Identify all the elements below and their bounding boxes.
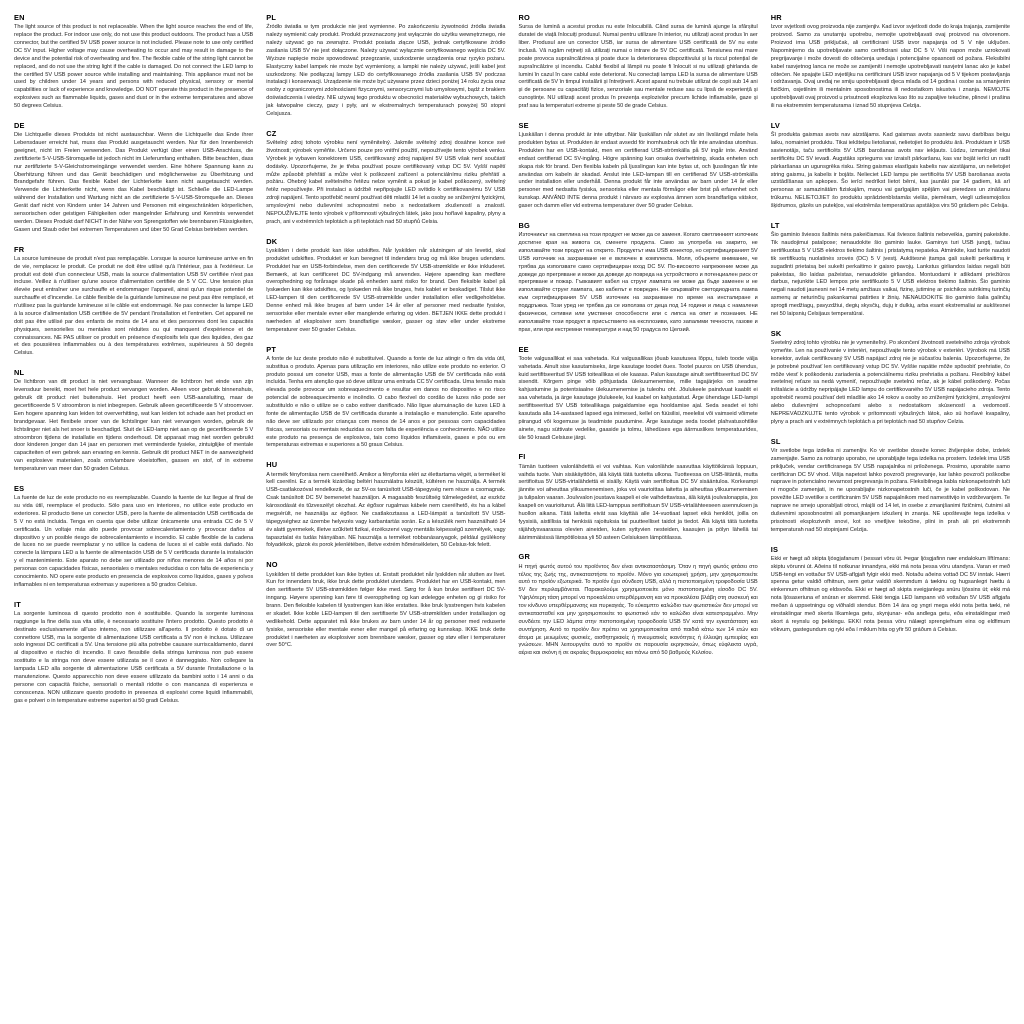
language-body-text: Svetelný zdroj tohto výrobku nie je vymeniteľný. Po skončení životnosti svetelného zdroja výrobok vymeňte. Len na používanie v interiéri, nepoužívajte tento výrobok v exteriéri. Výrobok má USB konektor, avšak certifikovaný 5V USB napájací zdroj nie je súčasťou balenia. Upozorňujeme, že je potrebné používať len certifikovaný vstup DC 5V. Vyššie napätie môže spôsobiť prehriatie, čo môže viesť k poškodeniu zariadenia a potenciálnemu riziku prehriatia a požiaru. Flexibilný kábel svetelnej reťaze sa nedá vymeniť, nepoužívajte svetelnú reťaz, ak je kábel poškodený. Počas inštalácie a údržby nepripájajte LED lampu do certifikovaného 5V USB napájacieho zdroja. Tento spotrebič nesmú používať deti mladšie ako 14 rokov a osoby so zníženými fyzickými, zmyslovými alebo duševnými schopnosťami alebo s nedostatkom skúseností a vedomostí. NEPREVÁDZKUJTE tento výrobok v prítomnosti výbušných látok, ako sú horľavé kvapaliny, plyny a prach ani v extrémnych teplotách a pri teplotách nad 50 stupňov Celzia. (770, 340, 1010, 425)
language-section-hr (771, 14, 1010, 111)
language-body-text: La fuente de luz de este producto no es reemplazable. Cuando la fuente de luz llegue al final de su vida útil, reemplace el producto. Sólo para uso en interiores, no utilice este producto en exteriores. El producto tiene un conector USB, pero la fuente de alimentación USB certificada de 5 V no está incluida. Tenga en cuenta que debe utilizar únicamente una entrada CC de 5 V certificada. Un voltaje más alto puede provocar sobrecalentamiento y provocar daños al dispositivo y un posible riesgo de sobrecalentamiento e incendio. El cable flexible de la cadena de luces no se puede reemplazar y no utilice la cadena de luces si el cable está dañado. No conecte la lámpara LED a la fuente de alimentación USB de 5 V certificada durante la instalación y el mantenimiento. Este aparato no debe ser utilizado por niños menores de 14 años ni por personas con capacidades físicas, sensoriales o mentales reducidas o con falta de experiencia y conocimiento. NO opere este producto en presencia de explosivos como líquidos, gases y polvos inflamables ni en temperaturas extremas y superiores a 50 grados Celsius. (14, 495, 254, 588)
language-code-heading: SK (770, 328, 782, 338)
language-section-cz (266, 130, 505, 227)
language-code-heading: NL (14, 368, 25, 378)
language-code-heading: SE (518, 120, 529, 130)
column-2 (266, 14, 505, 1016)
language-body-text: Šio gaminio šviesos šaltinis nėra pakeičiamas. Kai šviesos šaltinis nebeveikia, gaminį pakeiskite. Tik naudojimui patalpose; nenaudokite šio gaminio lauke. Gaminys turi USB jungtį, tačiau sertifikuotas 5 V USB elektros tiekimo šaltinis į pristatymą nepateka. Atminkite, kad turite naudoti tik sertifikuotą nuolatinės srovės (DC) 5 V įvestį. Aukštesnė įtampa gali sukelti perkaitimą ir sugadinti prietaisą bei sukelti perkaitimo ir gaisro pavojų. Lankstus girliandos laidas negali būti pakeistas, šio laidas pažeistas, nenaudokite girliandos. Montuodami ir atlikdami priežiūros darbus, nejunkite LED lempos prie sertifikuoto 5 V USB elektros tiekimo šaltinio. Šio gaminio negali naudoti jaunesni nei 14 metų amžiaus vaikai, fizinę, jutiminę ar psichikos sutrikimų turinčių asmenų ar neturinčių pakankamai patirties ir žinių. NENAUDOKITE šio gaminio šalia galinčių sprogti medžiagų, pavyzdžiui, degių skysčių, dujų ir dulkių, arba esant ekstremaliai ar aukštesnei nei 50 laipsnių Celsijaus temperatūrai. (770, 232, 1010, 317)
language-body-text: The light source of this product is not replaceable. When the light source reaches the end of life, replace the product. For indoor use only, do not use this product outdoors. The product has a USB connector, but the certified 5V USB power source is not included. Please note to use only certified DC 5V input. Higher voltage may cause overheating to occur and may result in damage to the device and the potential risk of overheating and fire. The flexible cable of the string light cannot be replaced, and do not use the string light if the cable is damaged. Do not connect the LED lamp to the certified 5V USB power source while installing and maintaining. This appliance must not be used by children under 14 years and persons with reduced physical, sensory or mental capabilities or lack of experience and knowledge. DO NOT operate this product in the presence of explosives such as flammable liquids, gases and dust or in the extreme temperatures and above 50 degrees Celsius. (14, 24, 254, 110)
language-code-heading: HU (266, 460, 278, 470)
language-code-heading: DK (266, 236, 278, 246)
language-body-text: Die Lichtquelle dieses Produkts ist nicht austauschbar. Wenn die Lichtquelle das Ende ihrer Lebensdauer erreicht hat, muss das Produkt ausgetauscht werden. Nur für den Innenbereich geeignet, nicht im Freien verwenden. Das Produkt verfügt über einen USB-Anschluss, die zertifizierte 5-V-USB-Stromquelle ist jedoch nicht im Lieferumfang enthalten. Bitte beachten, dass nur zertifizierte 5-V-Gleichstromeingänge verwendet werden. Eine höhere Spannung kann zu Überhitzung führen und das Gerät beschädigen und möglicherweise zu Überhitzung und Brandgefahr führen. Das flexible Kabel der Lichterkette kann nicht ausgetauscht werden. Verwende die Lichterkette nicht, wenn das Kabel beschädigt ist. Schließe die LED-Lampe während der Installation und Wartung nicht an die zertifizierte 5-V-USB-Stromquelle an. Dieses Gerät darf nicht von Kindern unter 14 Jahren und Personen mit eingeschränkten körperlichen, sensorischen oder geistigen Fähigkeiten oder mangelnder Erfahrung und Kenntnis verwendet werden. Dieses Produkt darf NICHT in der Nähe von Sprengstoffen wie brennbaren Flüssigkeiten, Gasen und Staub oder bei extremen Temperaturen und über 50 Grad Celsius betrieben werden. (14, 132, 254, 233)
language-section-ee (519, 346, 758, 443)
language-code-heading: BG (518, 220, 530, 230)
language-body-text: Източникът на светлина на този продукт не може да се заменя. Когато светлинният източник достигне края на живота си, сменете продукта. Само за употреба на закрито, не използвайте този продукт на открито. Продуктът има USB конектор, но сертифицираният 5V USB източник на захранване не е включен в комплекта. Моля, обърнете внимание, че трябва да използвате само сертифициран вход DC 5V. По-високото напрежение може да доведе до прегряване и може да доведе до повреда на устройството и потенциален риск от прегряване и пожар. Гъвкавият кабел на струнг лампата не може да бъде заменен и не използвайте струнг лампата, ако кабелът е повреден. Не свързвайте светодиодната лампа към сертифицирания 5V USB източник на захранване по време на инсталиране и поддръжка. Този уред не трябва да се използва от деца под 14 години и лица с намалени физически, сетивни или умствени способности или с липса на опит и познания. НЕ използвайте този продукт в присъствието на експлозиви, като запалими течности, газове и прах, или при екстремни температури и над 50 градуса по Целзий. (518, 232, 758, 333)
language-section-se (519, 122, 758, 211)
language-body-text: Lyskilden til dette produktet kan ikke byttes ut. Erstatt produktet når lyskilden når slutten av livet. Kun for innendørs bruk, ikke bruk dette produktet utendørs. Produktet har en USB-kontakt, men den sertifiserte 5V USB-strømkilden følger ikke med. Sørg for å kun bruke sertifisert DC 5V-inngang. Høyere spenning kan føre til overoppheting og kan ødelegge enheten og gi risiko for brann. Den fleksible kabelen til lysstrengen kan ikke erstattes. Ikke bruk lysstrengen hvis kabelen er skadet. Ikke koble LED-lampen til den sertifiserte 5V USB-strømkilden under installasjon og vedlikehold. Dette apparatet må ikke brukes av barn under 14 år og personer med reduserte fysiske, sensoriske eller mentale evner eller mangel på erfaring og kunnskap. IKKE bruk dette produktet i nærheten av eksplosiver som brennbare væsker, gasser og støv eller i temperaturer over 50°C. (266, 571, 506, 649)
language-body-text: Η πηγή φωτός αυτού του προϊόντος δεν είναι αντικαταστάσιμη. Όταν η πηγή φωτός φτάσει στο τέλος της ζωής της, αντικαταστήστε το προϊόν. Μόνο για εσωτερική χρήση, μην χρησιμοποιείτε αυτό το προϊόν εξωτερικά. Το προϊόν έχει σύνδεση USB, αλλά η πιστοποιημένη τροφοδοσία USB 5V δεν περιλαμβάνεται. Παρακαλούμε χρησιμοποιείτε μόνο πιστοποιημένη είσοδο DC 5V. Υψηλότερη τάση μπορεί να προκαλέσει υπερθέρμανση και να προκαλέσει βλάβη στη συσκευή και τον κίνδυνο υπερθέρμανσης και πυρκαγιάς. Το εύκαμπτο καλώδιο των φωτιστικών δεν μπορεί να αντικατασταθεί και μην χρησιμοποιείτε το φωτιστικό εάν το καλώδιο είναι κατεστραμμένο. Μην συνδέετε την LED λάμπα στην πιστοποιημένη τροφοδοσία USB 5V κατά την εγκατάσταση και συντήρηση. Αυτό το προϊόν δεν πρέπει να χρησιμοποιείται από παιδιά κάτω των 14 ετών και άτομα με μειωμένες φυσικές, αισθητηριακές ή πνευματικές ικανότητες ή έλλειψη εμπειρίας και γνώσεων. ΜΗΝ λειτουργείτε αυτό το προϊόν σε παρουσία εκρηκτικών, όπως εύφλεκτα υγρά, αέρια και σκόνη ή σε ακραίες θερμοκρασίες και πάνω από 50 βαθμούς Κελσίου. (518, 563, 758, 657)
language-section-hu (266, 461, 505, 550)
language-code-heading: PT (266, 344, 277, 354)
language-code-heading: SL (770, 436, 781, 446)
language-body-text: Ekki er hægt að skipta ljósgjafanum í þessari vöru út. Þegar ljósgjafinn nær endalokum líftímans: skiptu vörunni út. Aðeins til notkunar innandyra, ekki má nota þessa vöru utandyra. Varan er með USB-tengi en vottaður 5V USB-aflgjafi fylgir ekki með. Notaðu aðeins vottað DC 5V inntak. Hærri spenna getur valdið ofhitnun, sem getur valdið skemmdum á tækinu og hugsanlegri hættu á einkennum ofhitnun og eldsvoða. Ekki er hægt að skipta sveigjanlegu snúru ljóssins út; ekki má nota ljósaseriuna ef snúran er skemmd. Ekki tengja LED lampann við vottaðan 5V USB aflgjafa meðan á uppsetningu og viðhaldi stendur. Börn 14 ára og yngri mega ekki nota þetta tæki, né einstaklingar með skerta líkamlega getu, skynjunar- eða andlega getu, eða einstaklingar með skort á reynslu og þekkingu. EKKI nota þessa vöru nálægt sprengiefnum eins og eldfimum vökvum, gastegundum og ryki eða í miklum hita og yfir 50 gráðum á Celsius. (770, 555, 1010, 633)
language-body-text: Izvor svjetlosti ovog proizvoda nije zamjenjiv. Kad izvor svjetlosti dođe do kraja trajanja, zamijenite proizvod. Samo za unutarnju upotrebu, nemojte upotrebljavati ovaj proizvod na otvorenom. Proizvod ima USB priključak, ali certificirani USB izvor napajanja od 5 V nije uključen. Napominjemo da upotrebljavate samo certificirani ulaz DC 5 V. Viši napon može uzrokovati pregrijavanje i može dovesti do oštećenja uređaja i potencijalne opasnosti od požara. Fleksibilni kabel rasvjetnog lanca ne može se zamijeniti i nemojte upotrebljavati rasvjetni lanac ako je kabel oštećen. Ne spajajte LED svjetiljku na certificirani USB izvor napajanja od 5 V tijekom postavljanja i održavanja. Ovaj uređaj ne smiju upotrebljavati djeca mlađa od 14 godina i osobe sa smanjenim fizičkim, osjetilnim ili mentalnim sposobnostima ili nedostatkom iskustva i znanja. NEMOJTE upotrebljavati ovaj proizvod u prisutnosti eksploziva kao što su zapaljive tekućine, plinovi i prašina ili na ekstremnim temperaturama i iznad 50 stupnjeva Celzija. (770, 24, 1010, 110)
language-code-heading: GR (518, 552, 530, 562)
language-code-heading: PL (266, 13, 277, 22)
language-body-text: Tämän tuotteen valonlähdettä ei voi vaihtaa. Kun valonlähde saavuttaa käyttöikänsä loppuun, vaihda tuote. Vain sisäkäyttöön, älä käytä tätä tuotetta ulkona. Tuotteessa on USB-liitäntä, mutta sertifioitua 5V USB-virtalähdettä ei sisälly. Käytä vain sertifioitua DC 5V sisääntuloa. Korkeampi jännite voi aiheuttaa ylikuumenemisen, joka voi vaurioittaa laitetta ja aiheuttaa ylikuumenemisen ja tulipalon vaaran. Joulvvalon joustava kaapeli ei ole vaihdettavissa, älä käytä joulvalonappia, jos kaapeli on vaurioitunut. Älä liitä LED-lamppua sertifioituun 5V USB-virtalähteeseen asennuksen ja huollon aikana. Tätä laitetta eivät saa käyttää alle 14-vuotiaat lapset eikä henkilöt, joilla on fyysisiä, aistillisia tai henkisiä rajoituksia tai puutteelliset taidot ja tiedot. Älä käytä tätä tuotetta räjähdysvaarassa olevien aineiden, kuten syttyvien nesteiden, kaasujen ja pölyn lähellä tai äärimmäisissä lämpötiloissa yli 50 asteen Celsiuksen lämpötilassa. (518, 463, 758, 541)
language-section-ro (519, 14, 758, 111)
language-body-text: Toote valgusallikat ei saa vahetada. Kui valgusallikas jõuab kasutusea lõppu, tuleb toode välja vahetada. Ainult sise kasutamiseks, ärge kasutage toodet õues. Tootel puuros on USB ühendus, kuid sertifitseeritud 5V USB toiteallikas ei ole kaasas. Palun kasutage ainult sertifitseeritud DC 5V sisendit. Kõrgem pinge võib põhjustada ülekuumenemise, mille tagajärjeks on seadme kahjustumine ja potentsiaalne ülekuumenemise ja tuleohu oht. Jõulukeele paindvuat kaablit ei saa vahetada, ja ärge kasutage jõulukeele, kui kaabel on kahjustatud. Ärge ühendage LED-lampi sertifitseeritud 5V USB toiteallikaga paigaldamise ega hooldamise ajal. Seda seadet ei tohi kasutada alla 14-aastased lapsed ega inimesed, kellel on füüsilisi, meelelisi või vaimseid võimete piirangud või kogemuse ja teadmiste puudumine. Ärge kasutage seda toodet plahvatusohtlike ainete, nagu süttivate vedelike, gaaside ja tolmu, lähedüses ega äärmuslikes temperatuurides, üle 50 kraadi Celsiuse järgi. (518, 355, 758, 441)
language-code-heading: RO (518, 13, 530, 22)
language-body-text: La source lumineuse de produit n'est pas remplaçable. Lorsque la source lumineuse arrive en fin de vie, remplacez le produit. Ce produit ne doit être utilisé qu'à l'intérieur, pas à l'extérieur. Le produit est doté d'un connecteur USB, mais la source d'alimentation USB 5V certifiée n'est pas incluse. Veillez à n'utiliser qu'une source d'alimentation certifiée de 5 V CC. Une tension plus élevée peut entraîner une surchauffe et endommager l'appareil, ainsi qu'un risque potentiel de surchauffe et d'incendie. Le câble flexible de la guirlande lumineuse ne peut pas être remplacé, et n'utilisez pas la guirlande lumineuse si le câble est endommagé. Ne pas connecter la lampe LED à la source d'alimentation USB certifiée de 5V pendant l'installation et l'entretien. Cet appareil ne doit pas être utilisé par des enfants de moins de 14 ans et des personnes dont les capacités physiques, sensorielles ou mentales sont réduites ou qui manquent d'expérience et de connaissances. NE PAS utiliser ce produit en présence d'explosifs tels que des liquides, des gaz et des poussières inflammables ou à des températures extrêmes, supérieures à 50 degrés Celsius. (14, 255, 254, 357)
language-body-text: A termék fényforrása nem cserélhető. Amikor a fényforrás eléri az élettartama végét, a terméket ki kell cserélni. Ez a termék kizárólag beltéri használatra készült, kültéren ne használja. A termék USB-csatlakozóval rendelkezik, de az 5V-os tanúsított USB-tápegység nem része a csomagnak. Csak tanúsított DC 5V bemenetet használjon. A magasabb feszültség túlmelegedést, az eszköz károsodását és tűzveszélyt okozhat. Az égősor rugalmas kábele nem cserélhető, és ha a kábel megsérült, ne használja az égősor. Ne csatlakoztassa a LED-lámpát a tanúsított 5V USB-tápegységhez az üzembe helyezés vagy karbantartás során. Ez a készülék nem használható 14 év alatti gyermekek, illetve szűkített fizikai, érzékszervi vagy mentális képességű személyek, vagy tapasztalat és tudás hiányában. NE használja a terméket robbanásanyagok, például gyúlékony folyadékok, gázok és porok jelenlétében, illetve extrém hőmérsékleten, 50 Celsius-fok felett. (266, 471, 506, 549)
language-code-heading: NO (266, 560, 278, 570)
column-container (14, 14, 1010, 1016)
column-1 (14, 14, 253, 1016)
column-3 (519, 14, 758, 1016)
language-body-text: De lichtbron van dit product is niet vervangbaar. Wanneer de lichtbron het einde van zijn levensduur bereikt, moet het hele product vervangen worden. Alleen voor gebruik binnenshuis, gebruik dit product niet buitenshuis. Het product heeft een USB-aansluiting, maar de gecertificeerde 5 V stroombron is niet inbegrepen. Gebruik alleen gecertificeerde 5 V stroomvoer. Een hogere spanning kan leiden tot oververhitting, wat kan leiden tot schade aan het product en brandgevaar. Het flexibele snoer van de lichtslinger kan niet vervangen worden, gebruik de lichtslinger niet als het snoer is beschadigd. Sluit de LED-lamp niet aan op de gecertificeerde 5 V stroombron tijdens de installatie en tijdens onderhoud. Dit apparaat mag niet worden gebruikt door kinderen jonger dan 14 jaar en personen met verminderde fysieke, zintuiglijke of mentale capaciteiten of een gebrek aan ervaring en kennis. Gebruik dit product NIET in de aanwezigheid van explosieve materialen, zoals ontvlambare vloeistoffen, gassen en stof, of in extreme temperaturen van meer dan 50 graden Celsius. (14, 379, 254, 473)
language-section-it (14, 601, 253, 706)
language-body-text: La sorgente luminosa di questo prodotto non è sostituibile. Quando la sorgente luminosa raggiunge la fine della sua vita utile, è necessario sostituire l'intero prodotto. Questo prodotto è destinato esclusivamente all'uso interno, non utilizzare all'aperto. Il prodotto è dotato di un connettore USB, ma la sorgente di alimentazione USB certificata a 5V non è inclusa. Utilizzare solo ingressi DC certificati a 5V. Una tensione più alta potrebbe causare surriscaldamento, danni al dispositivo e rischio di incendio. Il cavo flessibile della stringa luminosa non può essere sostituito e la stringa non deve essere utilizzata se il cavo è danneggiato. Non collegare la lampada LED alla sorgente di alimentazione USB certificata a 5V durante l'installazione o la manutenzione. Questo apparecchio non deve essere utilizzato da bambini sotto i 14 anni o da persone con capacità fisiche, sensoriali o mentali ridotte o con mancanza di esperienza e conoscenza. NON utilizzare questo prodotto in presenza di esplosivi come liquidi infiammabili, gas e polveri o in temperature estreme superiori ai 50 gradi Celsius. (14, 610, 254, 704)
language-body-text: Vir svetlobe tega izdelka ni zamenljiv. Ko vir svetlobe doseže konec življenjske dobe, izdelek zamenjajte. Samo za notranjo uporabo, ne uporabljajte tega izdelka na prostem. Izdelek ima USB priključek, vendar certificiranega 5V USB napajalnika ni priloženega. Prosimo, uporabite samo certificiran DC 5V vhod. Višja napetost lahko povzroči pregrevanje, kar lahko povzroči poškodbe naprave in potencialno nevarnost pregrevanja in požara. Fleksibilnega kabla nizkonapetostnih luči ni mogoče zamenjati, in ne uporabljajte nizkonapetostnih luči, če je kabel poškodovan. Ne povežite LED svetilke s certificiranim 5V USB napajalnikom med namestitvijo in vzdrževanjem. Te naprave ne smejo uporabljati otroci, mlajši od 14 let, in osebe z zmanjšanimi fizičnimi, čutnimi ali duševnimi sposobnostmi ali pomanjkanjem izkušenj in znanja. NE upoštevajte tega izdelka v prisotnosti eksplozivnih snovi, kot so vnetljive tekočine, plini in prah ali pri ekstremnih temperaturah nad 50 stopinjami Celzija. (770, 447, 1010, 533)
language-code-heading: IT (14, 599, 21, 609)
language-body-text: Světelný zdroj tohoto výrobku není vyměnitelný. Jakmile světelný zdroj dosáhne konce své životnosti; výrobek vyměňte. Určeno pouze pro vnitřní použití, nepoužívejte tento výrobek venku. Výrobek je vybaven konektorem USB, certifikovaný zdroj napájení 5V USB však není součástí dodávky. Upozorňujeme, že je třeba používat pouze certifikovaný vstup DC 5V. Vyšší napětí může způsobit přehřátí a může vést k poškození zařízení a potenciálnímu riziku přehřátí a požáru. Ohebný kabel světelného řetězu nelze vyměnit a pokud je kabel poškozený, světelný řetěz nepoužívejte. Při instalaci a údržbě nepřipojujte LED svítidlo k certifikovanému 5V USB zdroji napájení. Tento spotřebič nesmí používat děti mladší 14 let a osoby se sníženými fyzickými, smyslovými nebo duševními schopnostmi nebo s nedostatkem zkušeností a znalostí. NEPOUŽÍVEJTE tento výrobek v přítomnosti výbušných látek, jako jsou hořlavé kapaliny, plyny a prach, ani v extrémních teplotách a při teplotách nad 50 stupňů Celsia. (266, 140, 506, 225)
language-section-sl (771, 438, 1010, 535)
column-4 (771, 14, 1010, 1016)
language-section-fi (519, 453, 758, 542)
language-code-heading: IS (770, 544, 779, 554)
language-code-heading: ES (14, 483, 25, 493)
language-section-fr (14, 246, 253, 359)
language-code-heading: LT (770, 220, 780, 230)
language-code-heading: FI (518, 452, 526, 462)
language-code-heading: EE (518, 344, 529, 354)
language-code-heading: FR (14, 244, 25, 254)
language-code-heading: DE (14, 120, 25, 130)
language-section-bg (519, 222, 758, 335)
language-code-heading: HR (770, 13, 782, 22)
language-section-no (266, 561, 505, 650)
language-section-nl (14, 369, 253, 474)
language-section-is (771, 546, 1010, 635)
language-body-text: Ljuskällan i denna produkt är inte utbytbar. När ljuskällan når slutet av sin livslängd måste hela produkten bytas ut. Produkten är endast avsedd för inomhusbruk och får inte användas utomhus. Produkten har en USB-kontakt, men en certifierad USB-strömkälla på 5V ingår inte. Använd endast certifierad DC 5V-ingång. Högre spänning kan orsaka överhettning, skada enheten och skapa risk för brand. Den flexibla kabeln på ljusslingan kan inte bytas ut, och ljusslingan får inte användas om kabeln är skadad. Anslut inte LED-lampan till en certifierad 5V USB-strömkälla under installation eller underhåll. Denna produkt får inte användas av barn under 14 år eller personer med nedsatta fysiska, sensoriska eller mentala förmågor eller brist på erfarenhet och kunskap. ANVÄND INTE denna produkt i närvaro av explosiva ämnen som brandfarliga vätskor, gaser och damm eller vid extrema temperaturer över 50 grader Celsius. (518, 132, 758, 210)
language-section-en (14, 14, 253, 111)
language-section-lv (771, 122, 1010, 211)
language-section-lt (771, 222, 1010, 319)
language-code-heading: EN (14, 13, 25, 22)
language-section-sk (771, 330, 1010, 427)
language-section-pt (266, 346, 505, 451)
language-section-pl (266, 14, 505, 119)
language-section-de (14, 122, 253, 235)
language-body-text: A fonte de luz deste produto não é substituível. Quando a fonte de luz atingir o fim da vida útil, substitua o produto. Apenas para utilização em interiores, não utilize este produto no exterior. O produto possui um conetor USB, mas a fonte de alimentação USB de 5V certificada não está incluída. Tenha em atenção que só deve utilizar uma entrada CC 5V certificada. Uma tensão mais elevada pode provocar um sobreaquecimento e resultar em danos no dispositivo e no risco potencial de sobreaquecimento e incêndio. O cabo flexível do cordão de luzes não pode ser substituído e não o utilize se o cabo estiver danificado. Não ligue alumuinação de luzes LED à fonte de alimentação USB de 5V certificada durante a instalação e manutenção. Este aparelho não deve ser utilizado por crianças com menos de 14 anos e por pessoas com capacidades físicas, sensoriais ou mentais reduzidas ou com falta de experiência e conhecimento. NÃO utilize este produto na presença de explosivos, tais como líquidos inflamáveis, gases e pós ou em temperaturas extremas e superiores a 50 graus Celsius. (266, 355, 506, 449)
language-section-gr (519, 553, 758, 658)
language-body-text: Sursa de lumină a acestui produs nu este înlocuibilă. Când sursa de lumină ajunge la sfârșitul duratei de viață înlocuiți produsul. Numai pentru utilizare în interior, nu utilizați acest produs în aer liber. Produsul are un conector USB, iar sursa de alimentare USB certificată de 5V nu este inclusă. Vă rugăm rețineți să utilizați numai o intrare de 5V DC certificată. Tensiunea mai mare poate provoca supraîncălzirea și poate duce la deteriorarea dispozitivului și la riscul potențial de supraîncălzire și incendiu. Cablul flexibil al lămpii nu poate fi înlocuit si nu utilizați ghirlanda de lumini în cazul în care cablul este deteriorat. Nu conectați lampa LED la sursa de alimentare USB certificată de 5V în timpul instalării și întreținerii. Acest aparat nu trebuie utilizat de copii sub 14 ani și de persoane cu capacități fizice, senzoriale sau mentale reduse sau cu lipsă de experiență și cunoștințe. NU utilizați acest produs în prezența explozivilor precum lichide inflamabile, gaze și praf sau la temperaturi extreme și peste 50 de grade Celsius. (518, 24, 758, 110)
language-body-text: Lyskilden i dette produkt kan ikke udskiftes. Når lyskilden når slutningen af sin levetid, skal produktet udskiftes. Produktet er kun beregnet til indendørs brug og må ikke bruges udendørs. Produktet har en USB-forbindelse, men den certificerede 5V USB-strømkilde er ikke inkluderet. Bemærk, at kun certificeret DC 5V-indgang må anvendes. Højere spænding kan medføre overophedning og forårsage skade på enheden samt risiko for brand. Den fleksible kabel på lyskæden kan ikke udskiftes, og lyskæden må ikke bruges, hvis kablet er beskadiget. Tilslut ikke LED-lampen til den certificerede 5V USB-strømkilde under installation eller vedligeholdelse. Denne enhed må ikke bruges af børn under 14 år eller af personer med nedsatte fysiske, sensoriske eller mentale evner eller manglende erfaring og viden. BETJEN IKKE dette produkt i nærheden af eksplosiver som brandfarlige væsker, gasser og støv eller under ekstreme temperaturer over 50 grader Celsius. (266, 247, 506, 333)
language-section-dk (266, 238, 505, 335)
language-code-heading: CZ (266, 128, 277, 138)
language-code-heading: LV (770, 120, 781, 130)
language-body-text: Źródło światła w tym produkcie nie jest wymienne. Po zakończeniu żywotności źródła światła należy wymienić cały produkt. Produkt przeznaczony jest wyłącznie do użytku wewnętrznego, nie należy używać go na zewnątrz. Produkt posiada złącze USB, jednak certyfikowane źródło zasilania USB 5V nie jest dołączone. Należy używać wyłącznie certyfikowanego wejścia DC 5V. Wyższe napięcie może spowodować przegrzanie, uszkodzenie urządzenia oraz ryzyko pożaru. Elastyczny kabel lampek nie może być wymieniony, a lampki nie należy używać, jeśli kabel jest uszkodzony. Nie podłączaj lampy LED do certyfikowanego źródła zasilania USB 5V podczas instalacji i konserwacji. Urządzenie nie może być używane przez dzieci poniżej 14 roku życia oraz osoby z ograniczonymi zdolnościami fizycznymi, sensorycznymi lub umysłowymi, bądź z brakiem doświadczenia i wiedzy. NIE używaj tego produktu w obecności materiałów wybuchowych, takich jak łatwopalne cieczy, gazy i pyły, ani w ekstremalnych temperaturach powyżej 50 stopni Celsjusza. (266, 24, 506, 117)
language-body-text: Šī produkta gaismas avots nav aizstājams. Kad gaismas avots sasniedz savu darbības beigu laiku, nomainiet produktu. Tikai iekštelpu lietošanai, nelietojiet šo produktu ārā. Produktam ir USB savienotājs, taču sertificēts 5V USB barošanas avots nav iekļauts. Lūdzu, izmantojiet tikai sertificētu DC 5V ievadi. Augstāks spriegums var izraisīt pārkaršanu, kas var bojāt ierīci un radīt pārkaršanas un ugunsgrēka risku. String gaismas elastīgais kabelis nav aizstājams, un nelietojiet string gaismu, ja kabelis ir bojāts. Nelieciet LED lampu pie sertificēta 5V USB barošanas avota uzstādīšanas un apkopes. Šo ierīci nedrīkst lietot bērni, kas jaunāki par 14 gadiem, kā arī personas ar samazinātām fiziskajām, maņu vai garīgajām spējām vai pieredzes un zināšanu trūkumu. NELIETOJIET šo produktu sprādzienbīstamās vielās, piemēram, viegli uzliesmojošos šķidrumos, gāzēs un putekļos, vai ekstrēmās temperatūras apstākļos virs 50 grādiem pēc Celsija. (770, 132, 1010, 210)
language-section-es (14, 485, 253, 590)
